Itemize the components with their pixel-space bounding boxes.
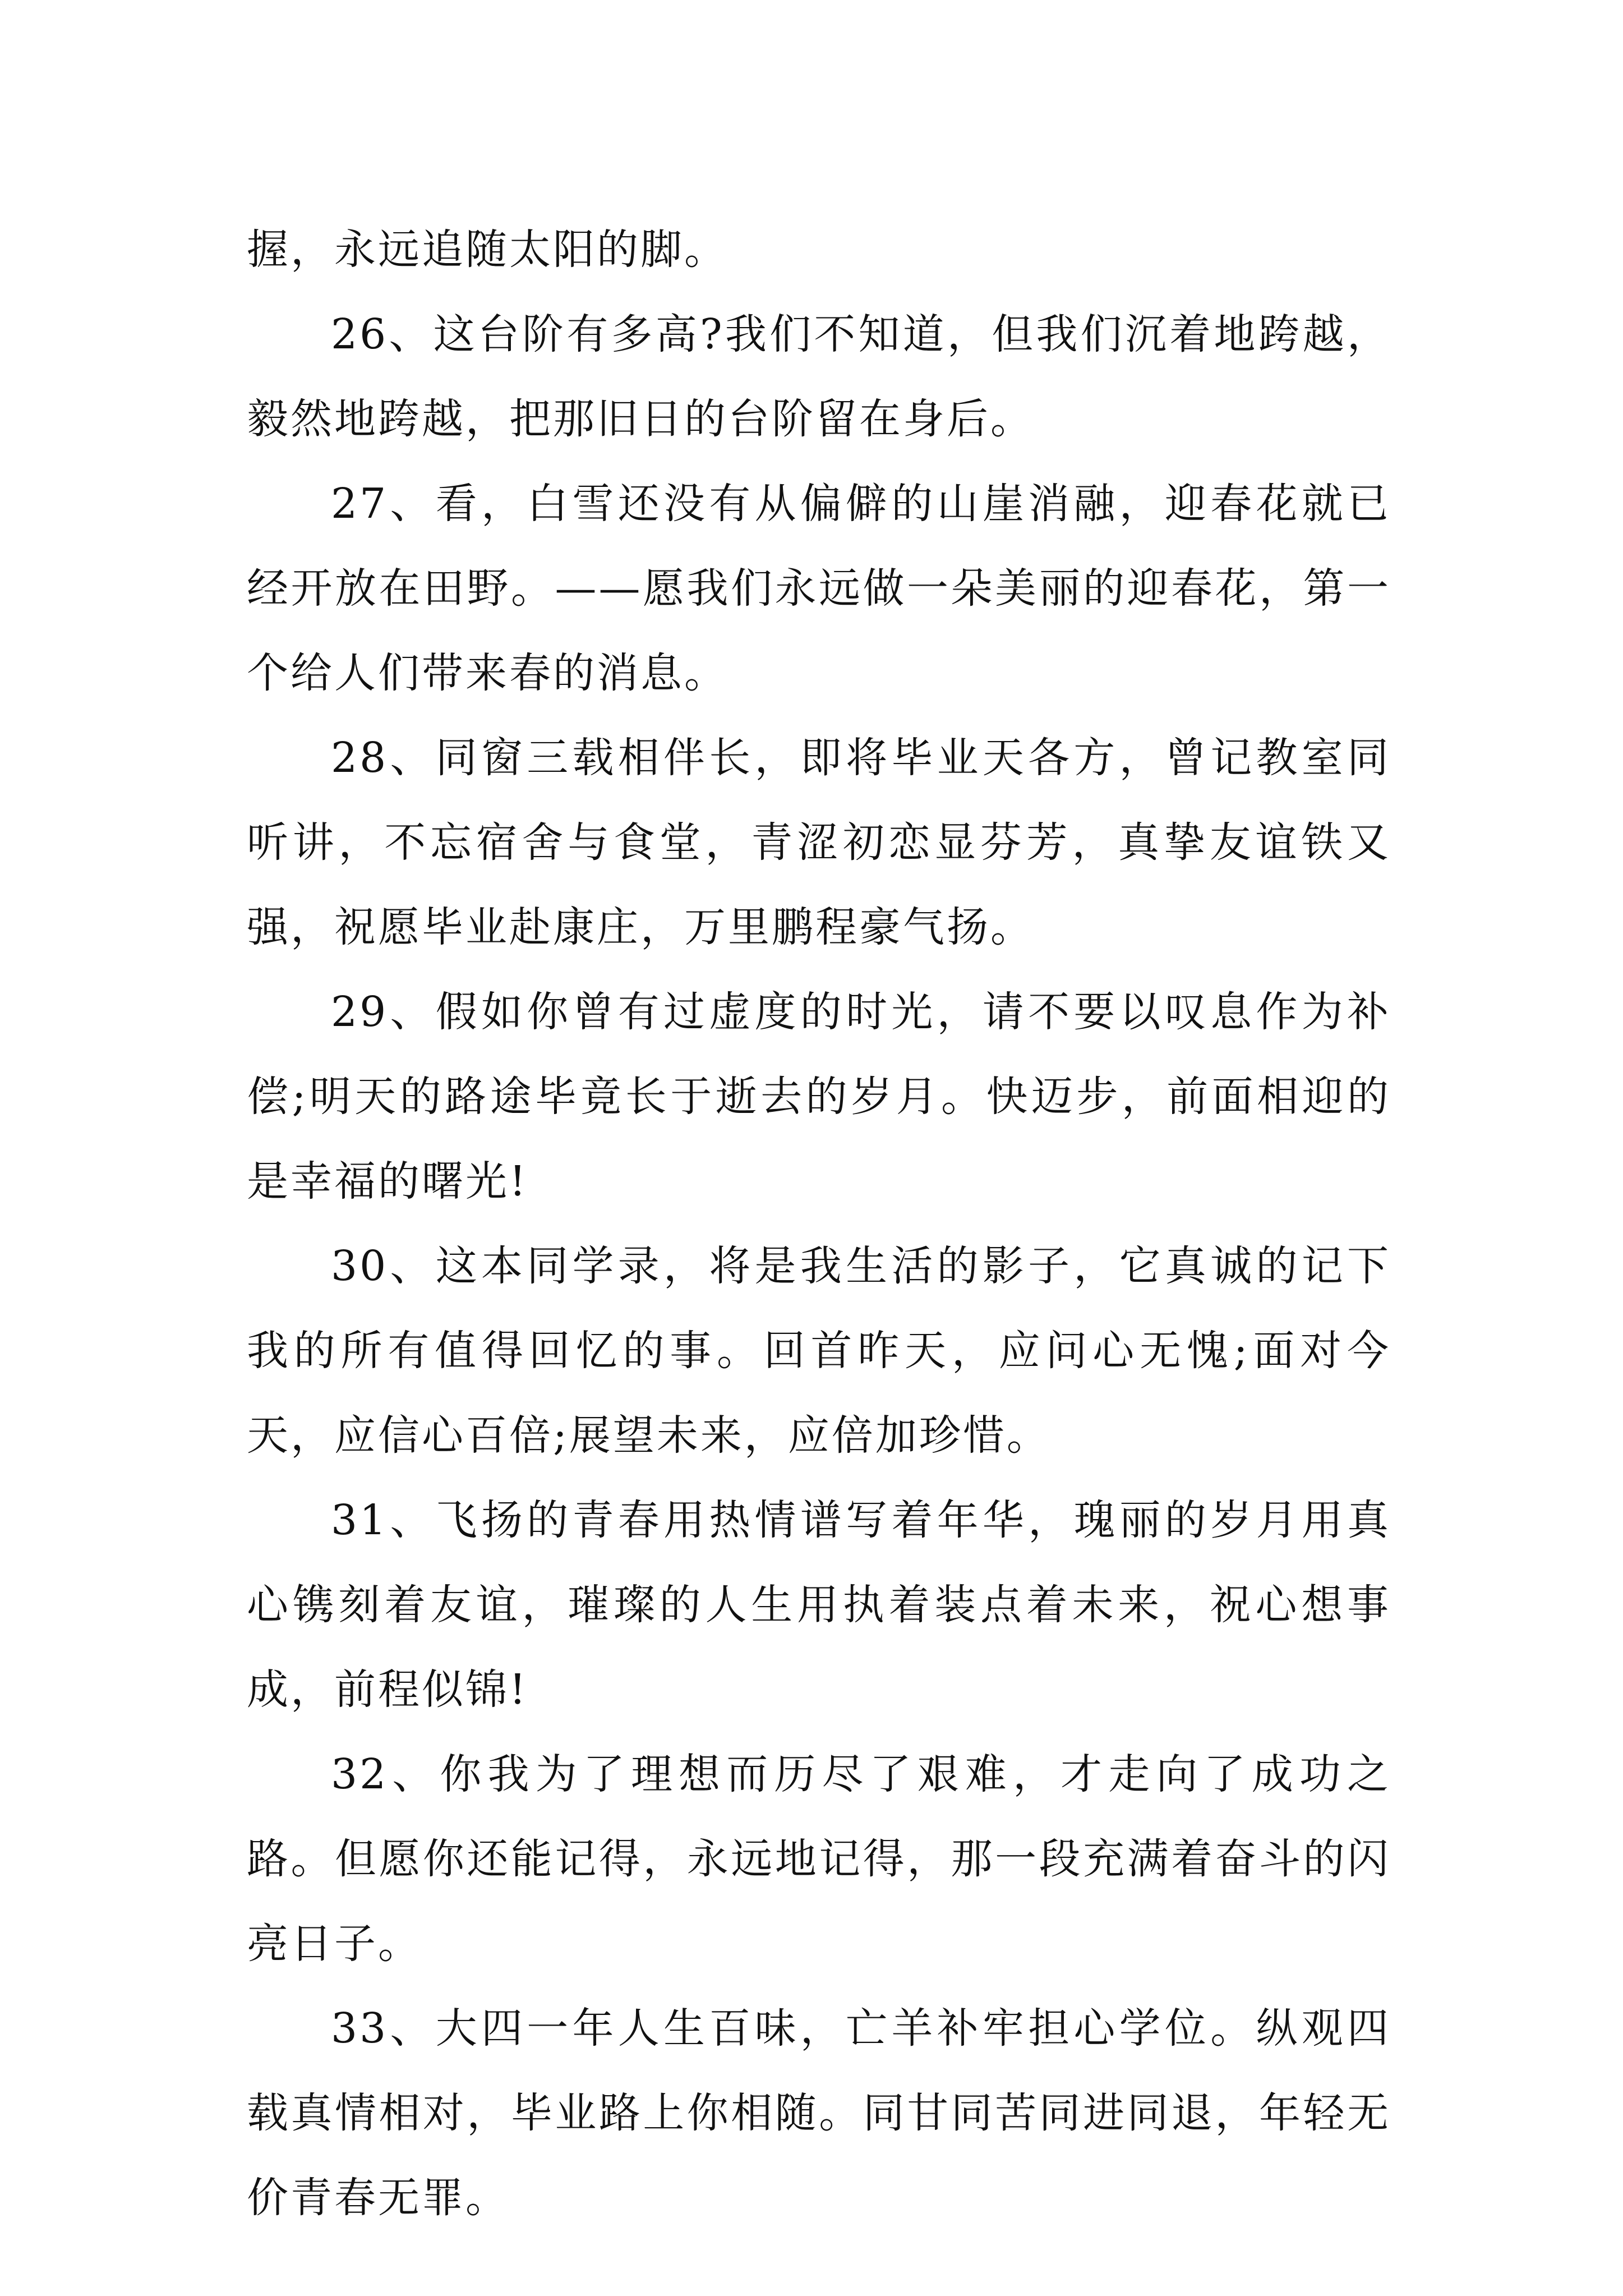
paragraph-26: 26、这台阶有多高?我们不知道，但我们沉着地跨越，毅然地跨越，把那旧日的台阶留在身后。 [247, 310, 1391, 443]
paragraph-continuation: 握，永远追随太阳的脚。 [247, 226, 728, 274]
paragraph-33: 33、大四一年人生百味，亡羊补牢担心学位。纵观四载真情相对，毕业路上你相随。同甘同苦同进同退，年轻无价青春无罪。 [247, 2004, 1391, 2222]
paragraph-28: 28、同窗三载相伴长，即将毕业天各方，曾记教室同听讲，不忘宿舍与食堂，青涩初恋显芬芳，真挚友谊铁又强，祝愿毕业赴康庄，万里鹏程豪气扬。 [247, 734, 1391, 951]
paragraph-32: 32、你我为了理想而历尽了艰难，才走向了成功之路。但愿你还能记得，永远地记得，那一段充满着奋斗的闪亮日子。 [247, 1750, 1391, 1968]
paragraph-29: 29、假如你曾有过虚度的时光，请不要以叹息作为补偿;明天的路途毕竟长于逝去的岁月。快迈步，前面相迎的是幸福的曙光! [247, 988, 1391, 1205]
document-body [247, 208, 1391, 2240]
paragraph-31: 31、飞扬的青春用热情谱写着年华，瑰丽的岁月用真心镌刻着友谊，璀璨的人生用执着装点着未来，祝心想事成，前程似锦! [247, 1496, 1391, 1714]
paragraph-27: 27、看，白雪还没有从偏僻的山崖消融，迎春花就已经开放在田野。——愿我们永远做一朵美丽的迎春花，第一个给人们带来春的消息。 [247, 480, 1391, 697]
paragraph-30: 30、这本同学录，将是我生活的影子，它真诚的记下我的所有值得回忆的事。回首昨天，应问心无愧;面对今天，应信心百倍;展望未来，应倍加珍惜。 [247, 1242, 1391, 1460]
